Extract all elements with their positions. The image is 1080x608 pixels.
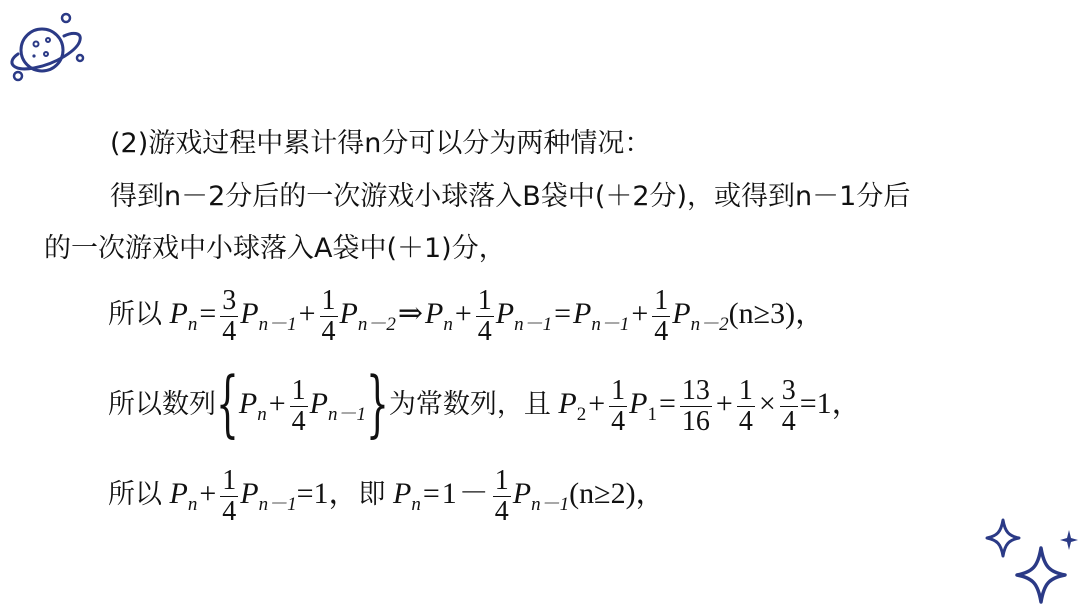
right-brace: }: [366, 364, 389, 447]
subscript: n－1: [258, 494, 297, 515]
equation-2: [108, 364, 862, 447]
subscript: n: [411, 494, 421, 515]
plus: +: [298, 297, 316, 330]
equation-1: [108, 284, 825, 355]
fraction: $\frac{1}{4}$: [222, 464, 237, 527]
fraction: $\frac{1}{4}$: [494, 464, 509, 527]
subscript: 2: [576, 404, 587, 425]
subscript: n－1: [327, 404, 366, 425]
equals: =: [199, 297, 217, 330]
eq1-lead: 所以: [108, 299, 162, 330]
condition: (n≥2)，: [569, 477, 666, 510]
subscript: n: [257, 404, 267, 425]
subscript: n: [187, 314, 198, 335]
symbol-p: P: [495, 297, 515, 330]
symbol-p: P: [573, 297, 592, 330]
condition: (n≥3)，: [728, 297, 826, 330]
fraction: $\frac{3}{4}$: [222, 284, 237, 347]
text-line-3: 的一次游戏中小球落入A袋中(＋1)分，: [44, 233, 506, 264]
fraction: $\frac{1}{4}$: [611, 374, 626, 437]
subscript: n－2: [690, 314, 729, 335]
times: ×: [758, 387, 776, 420]
equation-3: [108, 464, 666, 535]
eq2-lead: 所以数列: [108, 389, 216, 420]
plus: +: [199, 477, 217, 510]
symbol-p: P: [240, 477, 259, 510]
symbol-p: P: [425, 297, 444, 330]
symbol-p: P: [240, 297, 259, 330]
symbol-p: P: [238, 387, 258, 420]
planet-icon: [4, 10, 88, 84]
fraction: $\frac{1}{4}$: [291, 374, 306, 437]
symbol-p: P: [629, 387, 648, 420]
symbol-p: P: [339, 297, 358, 330]
subscript: n－1: [591, 314, 630, 335]
text-line-2: 得到n－2分后的一次游戏小球落入B袋中(＋2分)，或得到n－1分后: [110, 181, 911, 212]
minus: －: [458, 477, 489, 510]
ji-text: 即: [358, 479, 386, 510]
fraction: $\frac{1}{4}$: [654, 284, 669, 347]
plus: +: [715, 387, 733, 420]
symbol-p: P: [309, 387, 328, 420]
fraction: $\frac{1}{4}$: [477, 284, 492, 347]
subscript: n－2: [357, 314, 396, 335]
subscript: n－1: [258, 314, 297, 335]
text-line-1: (2)游戏过程中累计得n分可以分为两种情况：: [110, 128, 652, 159]
fraction: $\frac{1}{4}$: [321, 284, 336, 347]
subscript: n－1: [514, 314, 553, 335]
equals: =: [554, 297, 572, 330]
implies-arrow: ⇒: [397, 297, 423, 330]
eq2-mid-text: 为常数列，且: [388, 389, 551, 420]
equals: =: [422, 477, 440, 510]
subscript: n: [443, 314, 453, 335]
fraction: $\frac{1}{4}$: [738, 374, 753, 437]
symbol-p: P: [672, 297, 691, 330]
plus: +: [588, 387, 606, 420]
subscript: n－1: [531, 494, 570, 515]
symbol-p: P: [512, 477, 532, 510]
symbol-p: P: [393, 477, 412, 510]
subscript: n: [187, 494, 198, 515]
equals-one: =1，: [296, 477, 359, 510]
equals: =: [658, 387, 676, 420]
fraction: $\frac{13}{16}$: [681, 374, 710, 437]
one: 1: [441, 477, 457, 510]
plus: +: [268, 387, 286, 420]
symbol-p: P: [169, 297, 188, 330]
plus: +: [454, 297, 472, 330]
result: =1，: [799, 387, 862, 420]
symbol-p: P: [169, 477, 188, 510]
left-brace: {: [216, 364, 239, 447]
subscript: 1: [647, 404, 657, 425]
fraction: $\frac{3}{4}$: [781, 374, 796, 437]
eq3-lead: 所以: [108, 479, 162, 510]
plus: +: [631, 297, 649, 330]
stars-icon: [975, 518, 1080, 608]
symbol-p: P: [558, 387, 577, 420]
